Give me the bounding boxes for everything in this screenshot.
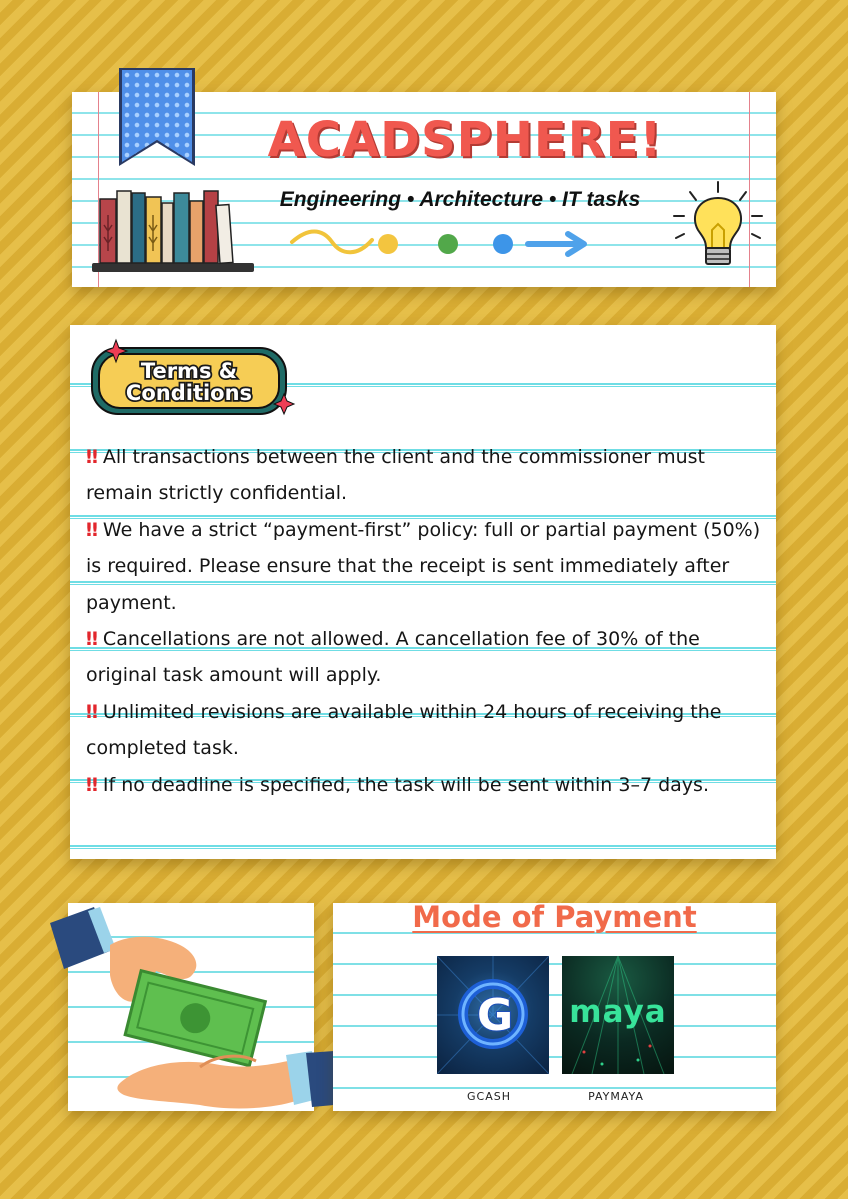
term-item: ‼ Cancellations are not allowed. A cancellation fee of 30% of the original task amount will apply. xyxy=(86,628,700,687)
green-dot-icon xyxy=(438,234,458,254)
double-exclamation-icon: ‼ xyxy=(86,628,95,651)
banknote-icon xyxy=(125,971,265,1066)
double-exclamation-icon: ‼ xyxy=(86,700,95,723)
tagline: Engineering • Architecture • IT tasks xyxy=(279,188,641,211)
badge-line2: Conditions xyxy=(125,381,253,405)
decorative-dots-row xyxy=(288,224,598,264)
lightbulb-icon xyxy=(668,178,768,278)
terms-list xyxy=(86,439,766,803)
maya-wordmark: maya xyxy=(569,994,667,1030)
term-item: ‼ If no deadline is specified, the task will be sent within 3–7 days. xyxy=(86,773,709,796)
maya-logo xyxy=(562,956,674,1074)
double-exclamation-icon: ‼ xyxy=(86,518,95,541)
gcash-g-icon xyxy=(437,956,549,1074)
books-shelf-icon xyxy=(90,185,260,277)
badge-line1: Terms & xyxy=(140,359,238,383)
double-exclamation-icon: ‼ xyxy=(86,446,95,468)
payment-panel xyxy=(333,903,776,1111)
blue-dot-icon xyxy=(493,234,513,254)
app-title: ACADSPHERE! xyxy=(267,112,663,168)
money-hands-illustration xyxy=(50,905,335,1115)
term-item: ‼ All transactions between the client and the commissioner must remain strictly confidential. xyxy=(86,446,705,505)
receiving-hand-icon xyxy=(117,1061,296,1108)
gcash-caption: GCASH xyxy=(467,1090,511,1103)
term-item: ‼ Unlimited revisions are available within 24 hours of receiving the completed task. xyxy=(86,700,722,760)
svg-text:G: G xyxy=(476,990,514,1041)
squiggle-icon xyxy=(292,232,372,253)
payment-title: Mode of Payment xyxy=(412,900,697,934)
terms-conditions-badge xyxy=(88,338,300,422)
paymaya-caption: PAYMAYA xyxy=(588,1090,644,1103)
gcash-logo xyxy=(437,956,549,1074)
term-item: ‼ We have a strict “payment-first” policy: full or partial payment (50%) is required. Please ensure that the receipt is sent immediately after payment. xyxy=(86,518,761,614)
double-exclamation-icon: ‼ xyxy=(86,773,95,796)
yellow-dot-icon xyxy=(378,234,398,254)
